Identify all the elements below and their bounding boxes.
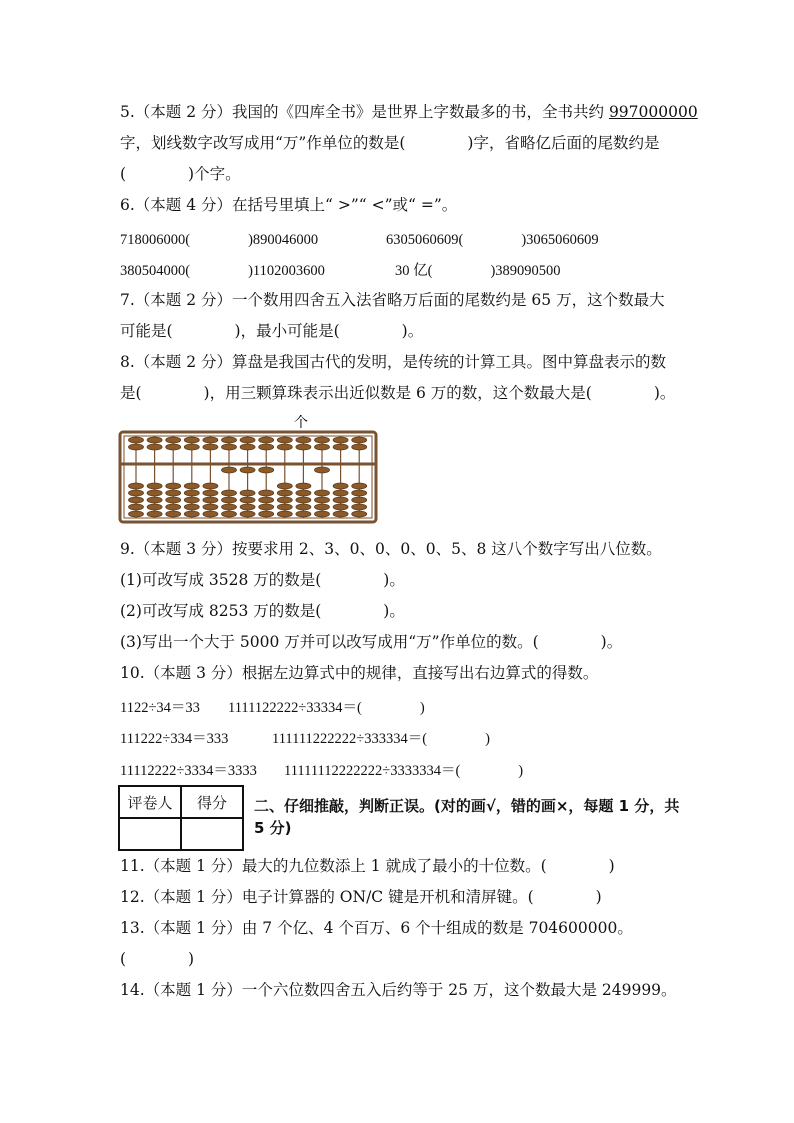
abacus-lower-bead — [166, 483, 181, 489]
abacus-lower-bead — [166, 504, 181, 510]
q5-line3: ( )个字。 — [120, 165, 241, 183]
abacus-lower-bead — [259, 497, 274, 503]
abacus-lower-bead — [277, 511, 292, 517]
q5-line2: 字，划线数字改写成用“万”作单位的数是( )字，省略亿后面的尾数约是 — [120, 134, 660, 152]
abacus-lower-bead — [296, 497, 311, 503]
q10-stem: 10.（本题 3 分）根据左边算式中的规律，直接写出右边算式的得数。 — [120, 664, 599, 682]
abacus-lower-bead — [259, 467, 274, 473]
abacus-lower-bead — [333, 504, 348, 510]
abacus-upper-bead — [222, 437, 237, 443]
abacus-lower-bead — [147, 483, 162, 489]
abacus-upper-bead — [296, 444, 311, 450]
grader-cell[interactable] — [119, 818, 181, 850]
abacus-upper-bead — [315, 444, 330, 450]
q12: 12.（本题 1 分）电子计算器的 ON/C 键是开机和清屏键。( ) — [120, 888, 602, 906]
q10-right-2: 111111222222÷333334＝( ) — [272, 731, 490, 747]
abacus-lower-bead — [315, 504, 330, 510]
abacus-upper-bead — [240, 444, 255, 450]
abacus-lower-bead — [147, 490, 162, 496]
abacus-upper-bead — [277, 437, 292, 443]
q9-part3: (3)写出一个大于 5000 万并可以改写成用“万”作单位的数。( )。 — [120, 633, 623, 651]
abacus-lower-bead — [315, 467, 330, 473]
abacus-lower-bead — [296, 490, 311, 496]
abacus-figure — [118, 414, 380, 526]
q10-left-1: 1122÷34＝33 — [120, 700, 200, 716]
q9-stem: 9.（本题 3 分）按要求用 2、3、0、0、0、0、5、8 这八个数字写出八位数。 — [120, 540, 662, 558]
abacus-ones-label: 个 — [294, 415, 308, 431]
abacus-lower-bead — [129, 490, 144, 496]
abacus-beads — [129, 436, 367, 518]
abacus-lower-bead — [129, 511, 144, 517]
abacus-lower-bead — [296, 511, 311, 517]
abacus-lower-bead — [184, 497, 199, 503]
q8-line1: 8.（本题 2 分）算盘是我国古代的发明，是传统的计算工具。图中算盘表示的数 — [120, 353, 667, 371]
abacus-upper-bead — [259, 437, 274, 443]
abacus-upper-bead — [296, 437, 311, 443]
abacus-lower-bead — [259, 504, 274, 510]
abacus-lower-bead — [259, 511, 274, 517]
abacus-lower-bead — [315, 497, 330, 503]
abacus-lower-bead — [352, 504, 367, 510]
abacus-lower-bead — [352, 497, 367, 503]
q5-line1 — [120, 102, 698, 122]
abacus-upper-bead — [129, 444, 144, 450]
q11: 11.（本题 1 分）最大的九位数添上 1 就成了最小的十位数。( ) — [120, 857, 615, 875]
abacus-lower-bead — [222, 504, 237, 510]
abacus-lower-bead — [259, 490, 274, 496]
abacus-lower-bead — [203, 497, 218, 503]
abacus-lower-bead — [203, 483, 218, 489]
abacus-lower-bead — [352, 483, 367, 489]
abacus-lower-bead — [166, 511, 181, 517]
abacus-upper-bead — [147, 444, 162, 450]
abacus-upper-bead — [333, 444, 348, 450]
abacus-lower-bead — [333, 497, 348, 503]
abacus-lower-bead — [166, 490, 181, 496]
abacus-lower-bead — [203, 504, 218, 510]
score-cell[interactable] — [181, 818, 243, 850]
q7-line1: 7.（本题 2 分）一个数用四舍五入法省略万后面的尾数约是 65 万，这个数最大 — [120, 291, 665, 309]
abacus-lower-bead — [240, 490, 255, 496]
abacus-lower-bead — [277, 504, 292, 510]
abacus-lower-bead — [240, 511, 255, 517]
abacus-upper-bead — [352, 444, 367, 450]
abacus-lower-bead — [296, 504, 311, 510]
abacus-upper-bead — [166, 444, 181, 450]
grader-header: 评卷人 — [119, 786, 181, 818]
abacus-lower-bead — [147, 511, 162, 517]
abacus-lower-bead — [333, 490, 348, 496]
q7-line2: 可能是( )，最小可能是( )。 — [120, 322, 424, 340]
abacus-upper-bead — [203, 437, 218, 443]
q10-right-3: 11111112222222÷3333334＝( ) — [284, 763, 524, 779]
abacus-upper-bead — [129, 437, 144, 443]
abacus-upper-bead — [184, 444, 199, 450]
abacus-upper-bead — [333, 437, 348, 443]
q14: 14.（本题 1 分）一个六位数四舍五入后约等于 25 万，这个数最大是 249999。 — [120, 981, 677, 999]
q6-item-4: 30 亿( )389090500 — [395, 263, 561, 279]
abacus-lower-bead — [315, 490, 330, 496]
abacus-upper-bead — [184, 437, 199, 443]
abacus-lower-bead — [147, 504, 162, 510]
abacus-lower-bead — [352, 511, 367, 517]
abacus-lower-bead — [222, 511, 237, 517]
abacus-lower-bead — [184, 483, 199, 489]
abacus-lower-bead — [240, 497, 255, 503]
abacus-lower-bead — [166, 497, 181, 503]
q6-item-2: 6305060609( )3065060609 — [386, 232, 599, 248]
abacus-upper-bead — [203, 444, 218, 450]
abacus-lower-bead — [222, 490, 237, 496]
abacus-lower-bead — [222, 467, 237, 473]
q5-number: 997000000 — [608, 103, 698, 121]
score-header: 得分 — [181, 786, 243, 818]
abacus-upper-bead — [147, 437, 162, 443]
abacus-lower-bead — [315, 511, 330, 517]
abacus-lower-bead — [129, 497, 144, 503]
score-table — [118, 785, 244, 851]
abacus-upper-bead — [352, 437, 367, 443]
abacus-upper-bead — [315, 437, 330, 443]
abacus-lower-bead — [203, 511, 218, 517]
q9-part2: (2)可改写成 8253 万的数是( )。 — [120, 602, 405, 620]
q13-line1: 13.（本题 1 分）由 7 个亿、4 个百万、6 个十组成的数是 704600000。 — [120, 919, 633, 937]
abacus-upper-bead — [259, 444, 274, 450]
abacus-lower-bead — [333, 511, 348, 517]
q9-part1: (1)可改写成 3528 万的数是( )。 — [120, 571, 405, 589]
abacus-upper-bead — [222, 444, 237, 450]
abacus-lower-bead — [277, 497, 292, 503]
abacus-lower-bead — [277, 490, 292, 496]
q6-item-3: 380504000( )1102003600 — [120, 263, 325, 279]
section2-title: 二、仔细推敲，判断正误。(对的画√，错的画×，每题 1 分，共 5 分) — [254, 797, 680, 837]
abacus-lower-bead — [184, 490, 199, 496]
abacus-upper-bead — [166, 437, 181, 443]
q10-left-2: 111222÷334＝333 — [120, 731, 229, 747]
q10-right-1: 1111122222÷33334＝( ) — [228, 700, 425, 716]
abacus-lower-bead — [184, 511, 199, 517]
q8-line2: 是( )，用三颗算珠表示出近似数是 6 万的数，这个数最大是( )。 — [120, 384, 676, 402]
q6-stem: 6.（本题 4 分）在括号里填上“ >”“ <”或“ =”。 — [120, 196, 458, 214]
abacus-lower-bead — [129, 483, 144, 489]
q5-text: 5.（本题 2 分）我国的《四库全书》是世界上字数最多的书，全书共约 — [120, 103, 609, 121]
abacus-lower-bead — [184, 504, 199, 510]
abacus-upper-bead — [240, 437, 255, 443]
abacus-upper-bead — [277, 444, 292, 450]
abacus-lower-bead — [240, 467, 255, 473]
q6-item-1: 718006000( )890046000 — [120, 232, 319, 248]
abacus-lower-bead — [129, 504, 144, 510]
abacus-lower-bead — [240, 504, 255, 510]
q13-line2: ( ) — [120, 950, 195, 968]
q10-left-3: 11112222÷3334＝3333 — [120, 763, 257, 779]
abacus-lower-bead — [352, 490, 367, 496]
abacus-lower-bead — [222, 497, 237, 503]
abacus-lower-bead — [203, 490, 218, 496]
abacus-lower-bead — [147, 497, 162, 503]
abacus-lower-bead — [333, 483, 348, 489]
abacus-lower-bead — [277, 483, 292, 489]
abacus-lower-bead — [296, 483, 311, 489]
